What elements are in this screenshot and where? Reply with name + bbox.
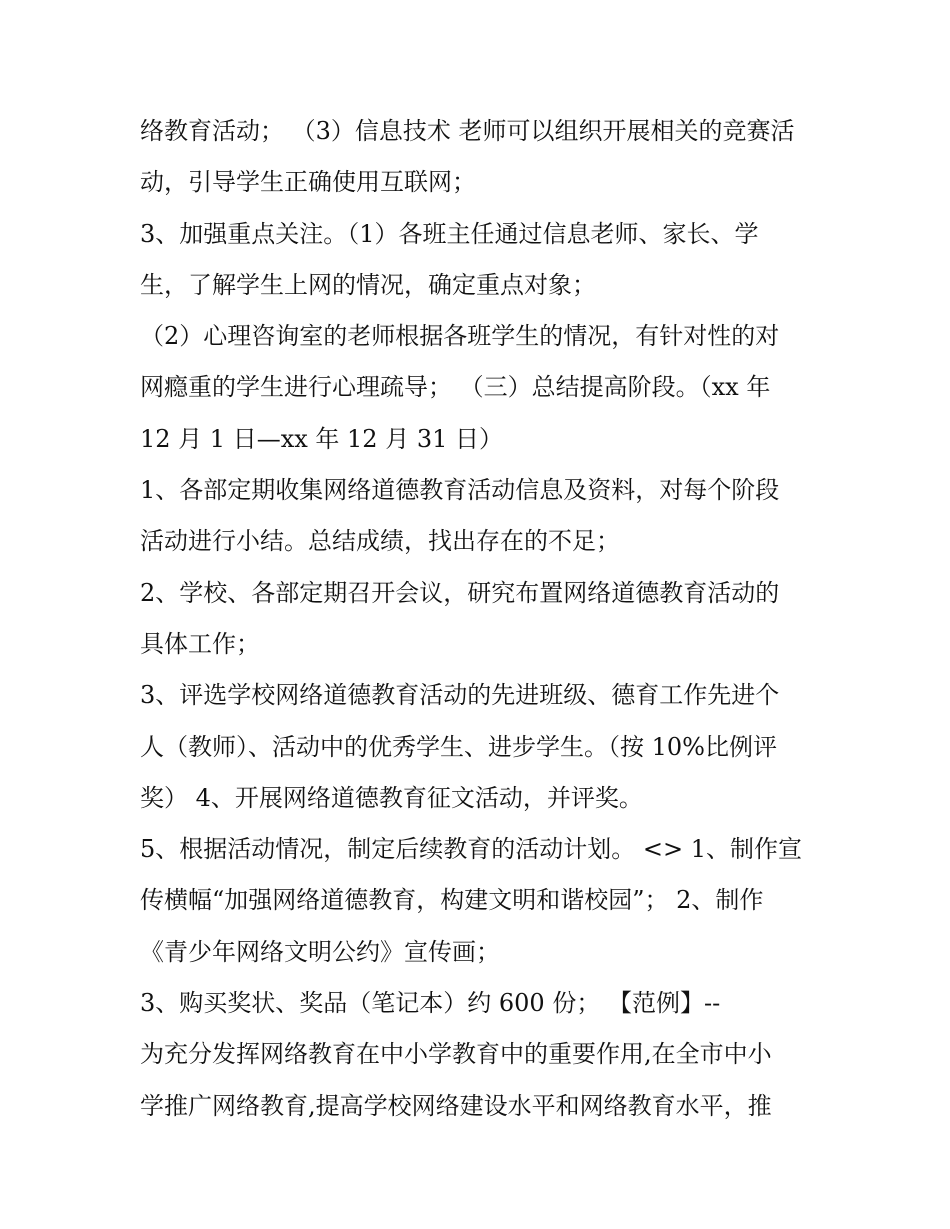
text-line: 人（教师）、活动中的优秀学生、进步学生。（按 10%比例评 [140, 732, 777, 761]
text-line: 活动进行小结。总结成绩，找出存在的不足； [140, 527, 620, 556]
text-line: 《青少年网络文明公约》宣传画； [140, 937, 500, 966]
text-line: （2）心理咨询室的老师根据各班学生的情况，有针对性的对 [140, 322, 780, 351]
text-line: 生，了解学生上网的情况，确定重点对象； [140, 270, 596, 299]
text-line: 为充分发挥网络教育在中小学教育中的重要作用,在全市中小 [140, 1040, 772, 1069]
text-line: 传横幅“加强网络道德教育，构建文明和谐校园”； 2、制作 [140, 886, 764, 915]
text-line: 络教育活动； （3）信息技术 老师可以组织开展相关的竞赛活 [140, 117, 795, 145]
text-line: 学推广网络教育,提高学校网络建设水平和网络教育水平，推 [140, 1091, 772, 1120]
text-line: 2、学校、各部定期召开会议，研究布置网络道德教育活动的 [140, 578, 780, 607]
text-line: 动，引导学生正确使用互联网； [140, 168, 476, 197]
text-line: 奖） 4、开展网络道德教育征文活动，并评奖。 [140, 783, 643, 812]
text-line: 具体工作； [140, 629, 260, 658]
text-line: 1、各部定期收集网络道德教育活动信息及资料，对每个阶段 [140, 476, 780, 505]
body-text [140, 106, 820, 1132]
text-line: 3、购买奖状、奖品（笔记本）约 600 份； 【范例】-- [140, 989, 721, 1018]
text-line: 5、根据活动情况，制定后续教育的活动计划。 <> 1、制作宣 [140, 835, 803, 864]
text-line: 3、评选学校网络道德教育活动的先进班级、德育工作先进个 [140, 681, 780, 710]
text-line: 网瘾重的学生进行心理疏导； （三）总结提高阶段。（xx 年 [140, 373, 771, 402]
text-line: 12 月 1 日—xx 年 12 月 31 日） [140, 424, 503, 453]
text-line: 3、加强重点关注。（1）各班主任通过信息老师、家长、学 [140, 219, 759, 248]
